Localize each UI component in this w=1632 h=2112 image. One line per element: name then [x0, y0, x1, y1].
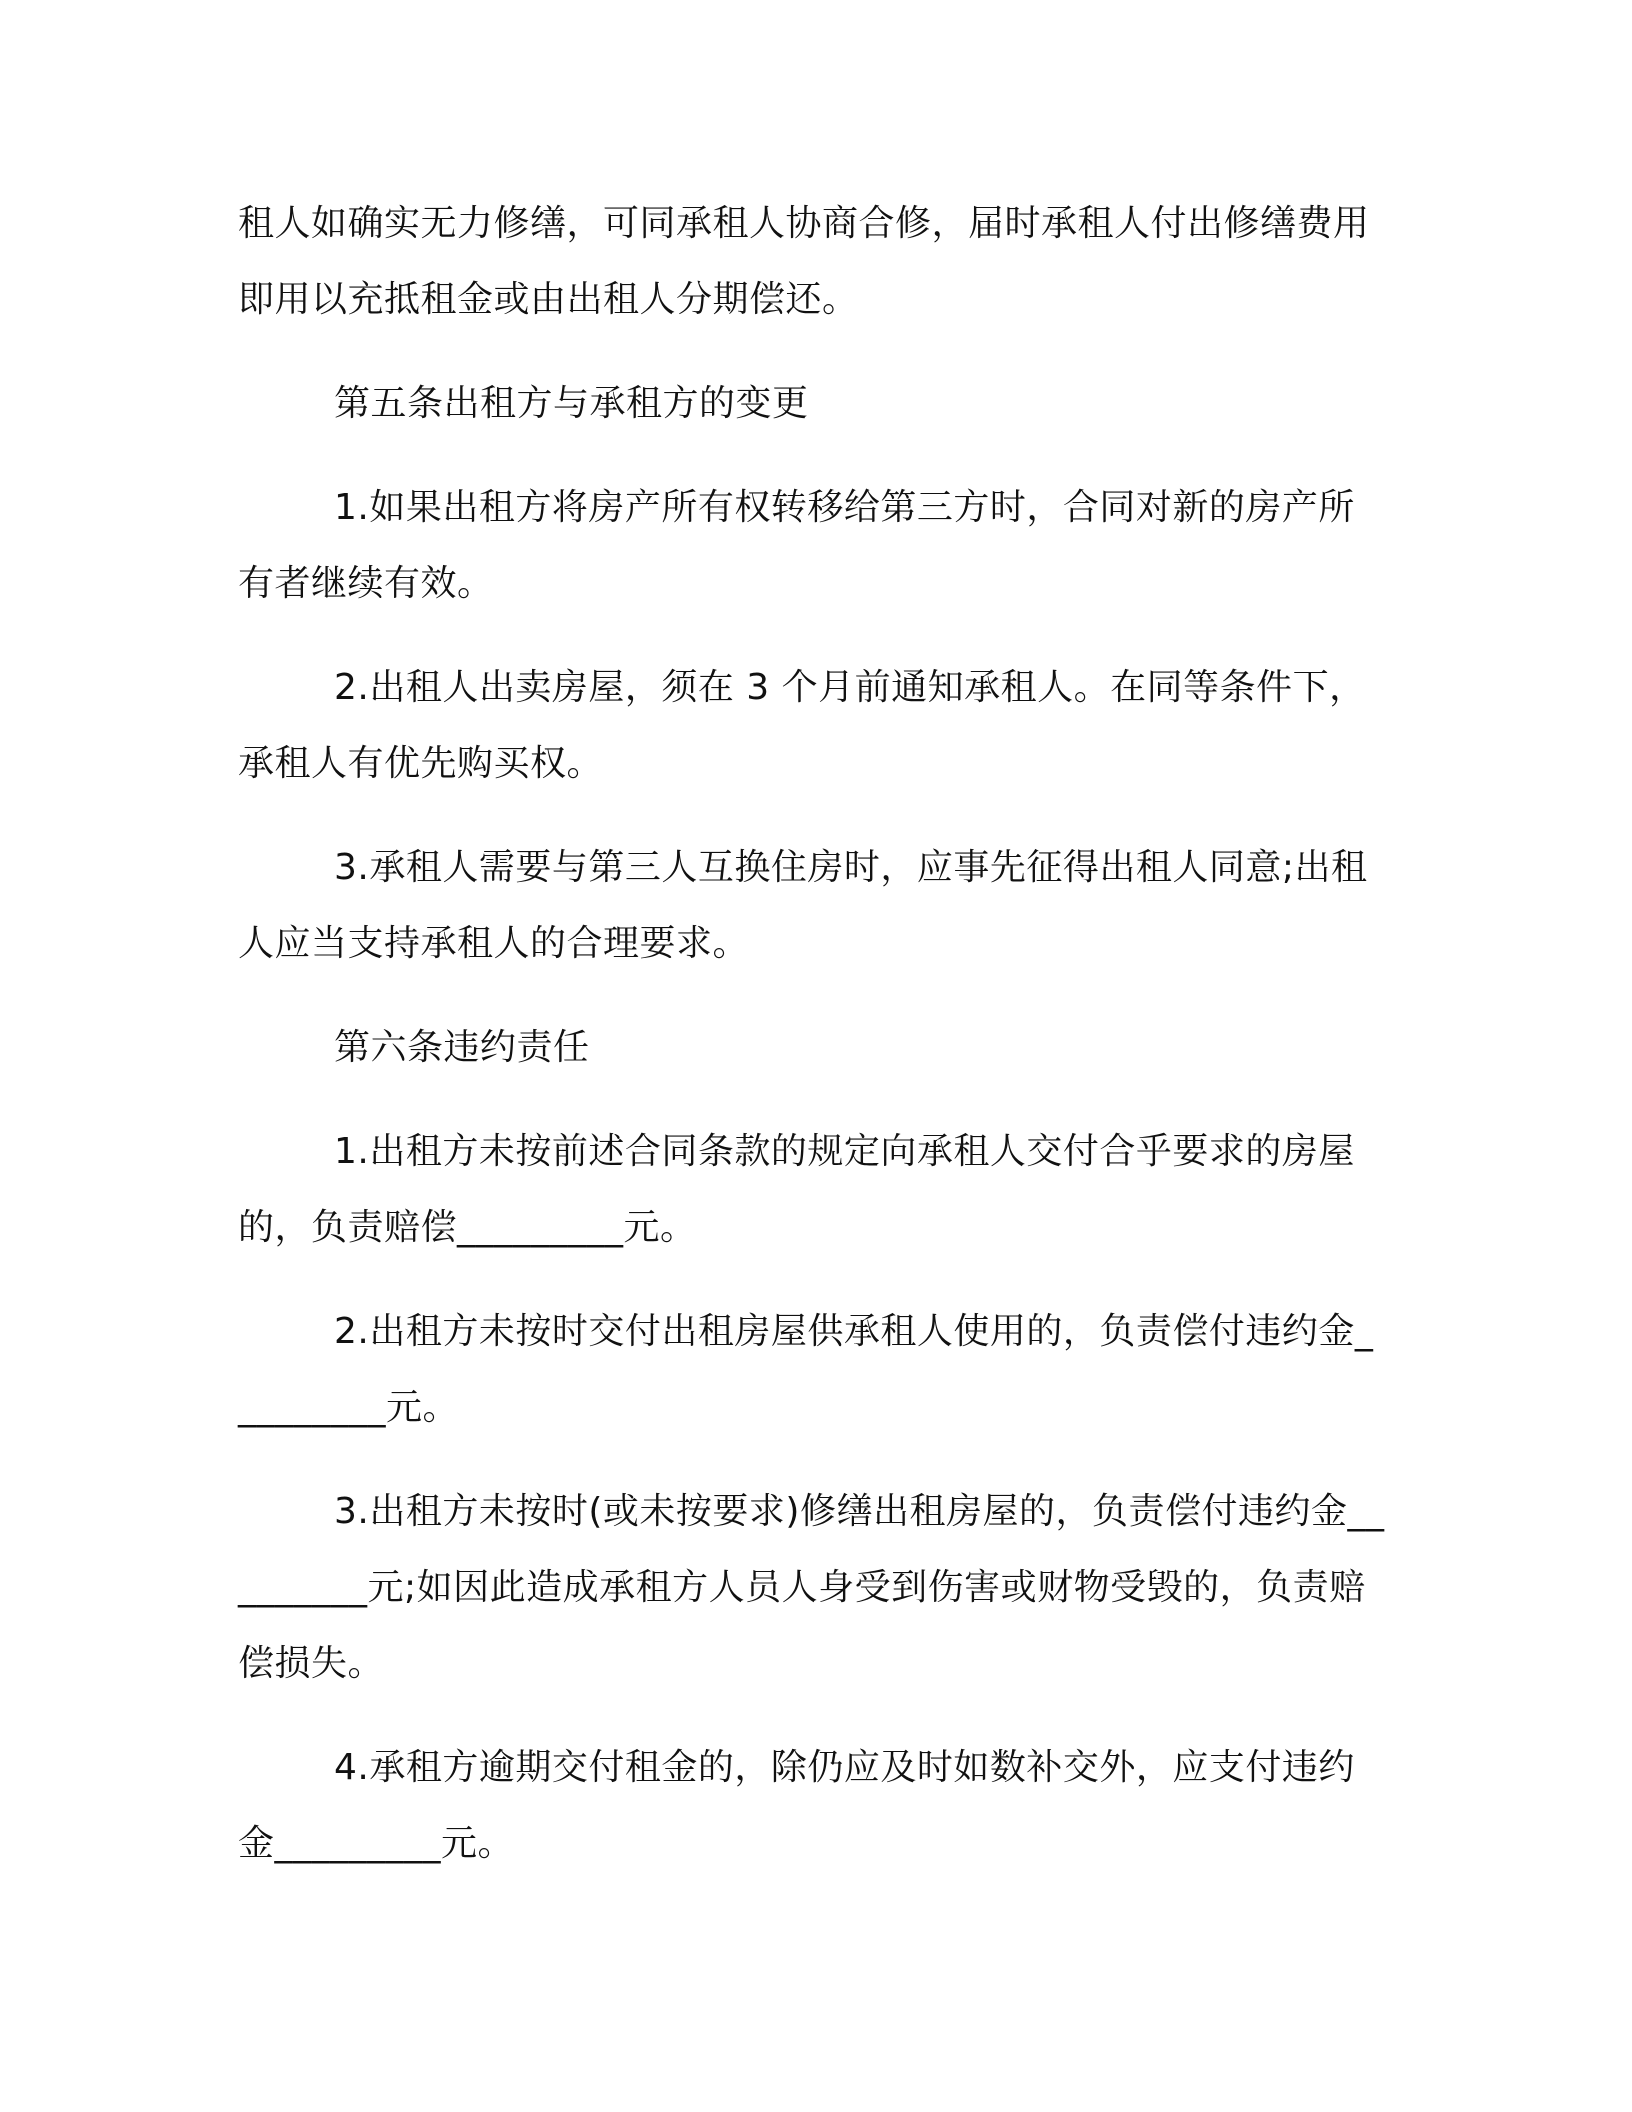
- article-5-item-1: 1.如果出租方将房产所有权转移给第三方时，合同对新的房产所有者继续有效。: [238, 487, 1355, 604]
- article-6-item-1: 1.出租方未按前述合同条款的规定向承租人交付合乎要求的房屋的，负责赔偿_________元。: [238, 1131, 1355, 1248]
- article-6-item-2: 2.出租方未按时交付出租房屋供承租人使用的，负责偿付违约金_________元。: [238, 1311, 1374, 1428]
- article-5-item-3: 3.承租人需要与第三人互换住房时，应事先征得出租人同意;出租人应当支持承租人的合理要求。: [238, 847, 1368, 964]
- article-6-heading: 第六条违约责任: [334, 1027, 590, 1068]
- article-5-heading: 第五条出租方与承租方的变更: [334, 383, 809, 424]
- article-6-item-4: 4.承租方逾期交付租金的，除仍应及时如数补交外，应支付违约金_________元。: [238, 1747, 1355, 1864]
- document-body: [238, 186, 1388, 1910]
- article-5-item-2: 2.出租人出卖房屋，须在 3 个月前通知承租人。在同等条件下，承租人有优先购买权。: [238, 667, 1366, 784]
- paragraph-continuation: 租人如确实无力修缮，可同承租人协商合修，届时承租人付出修缮费用即用以充抵租金或由出租人分期偿还。: [238, 203, 1370, 320]
- article-6-item-3: 3.出租方未按时(或未按要求)修缮出租房屋的，负责偿付违约金_________元;如因此造成承租方人员人身受到伤害或财物受毁的，负责赔偿损失。: [238, 1491, 1385, 1684]
